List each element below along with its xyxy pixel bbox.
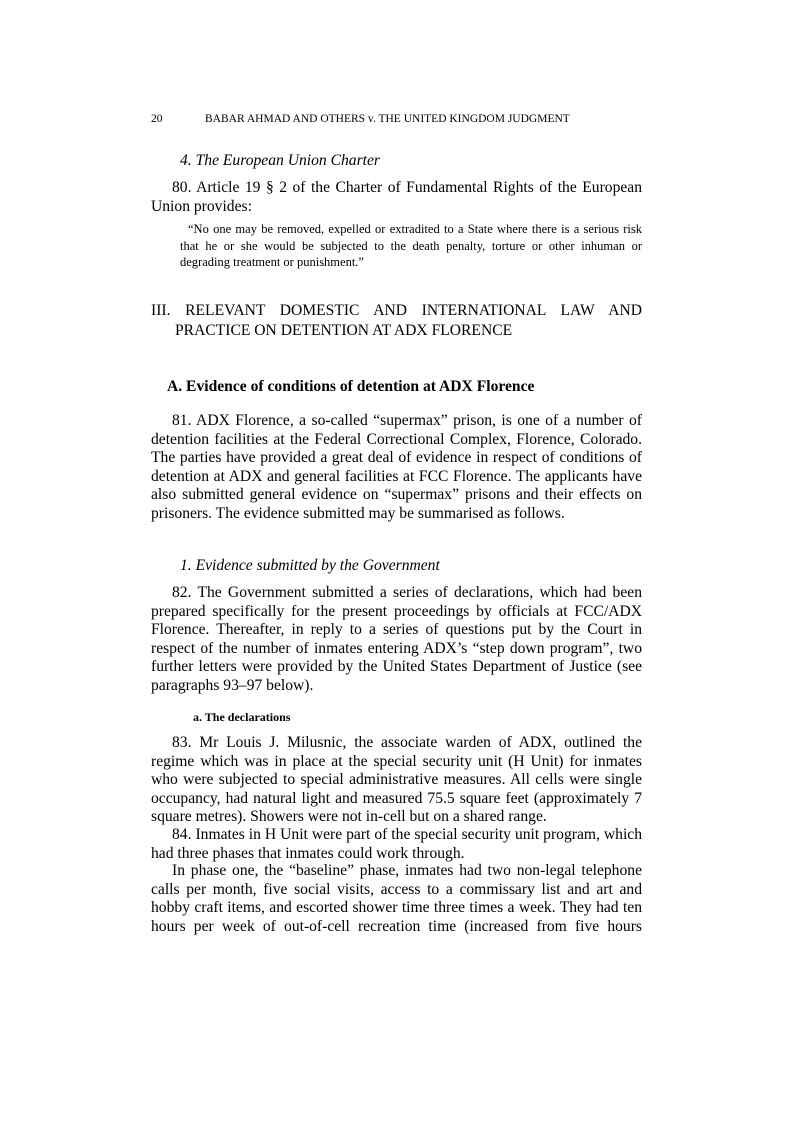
- charter-quote: “No one may be removed, expelled or extradited to a State where there is a serious risk that he or she would be subjected to the death penalty, torture or other inhuman or degrading treatment or punishment.”: [180, 222, 642, 269]
- paragraph-84: 84. Inmates in H Unit were part of the special security unit program, which had three phases that inmates could work through.: [151, 826, 642, 862]
- paragraph-82: 82. The Government submitted a series of declarations, which had been prepared specifically for the present proceedings by officials at FCC/ADX Florence. Thereafter, in reply to a series of questions put by the Court in respect of the number of inmates entering ADX’s “step down program”, two further letters were provided by the United States Department of Justice (see paragraphs 93–97 below).: [151, 584, 642, 694]
- part-3-heading-line2: PRACTICE ON DETENTION AT ADX FLORENCE: [175, 322, 513, 339]
- paragraph-83: 83. Mr Louis J. Milusnic, the associate warden of ADX, outlined the regime which was in place at the special security unit (H Unit) for inmates who were subjected to special administrative measures. All cells were single occupancy, had natural light and measured 75.5 square feet (approximately 7 square metres). Showers were not in-cell but on a shared range.: [151, 734, 642, 825]
- paragraph-81: 81. ADX Florence, a so-called “supermax” prison, is one of a number of detention facilities at the Federal Correctional Complex, Florence, Colorado. The parties have provided a great deal of evidence in respect of conditions of detention at ADX and general facilities at FCC Florence. The applicants have also submitted general evidence on “supermax” prisons and their effects on prisoners. The evidence submitted may be summarised as follows.: [151, 412, 642, 522]
- subsection-a-heading: a. The declarations: [193, 710, 291, 724]
- part-3-heading-line1: III. RELEVANT DOMESTIC AND INTERNATIONAL LAW AND: [151, 302, 642, 319]
- part-3-heading: [151, 301, 642, 341]
- section-4-heading: 4. The European Union Charter: [180, 152, 380, 169]
- paragraph-80: 80. Article 19 § 2 of the Charter of Fundamental Rights of the European Union provides:: [151, 179, 642, 215]
- running-title: BABAR AHMAD AND OTHERS v. THE UNITED KINGDOM JUDGMENT: [205, 113, 570, 125]
- paragraph-phase-one: In phase one, the “baseline” phase, inmates had two non-legal telephone calls per month, five social visits, access to a commissary list and art and hobby craft items, and escorted shower time three times a week. They had ten hours per week of out-of-cell recreation time (increased from five hours: [151, 862, 642, 935]
- subsection-1-heading: 1. Evidence submitted by the Government: [180, 557, 440, 574]
- section-a-heading: A. Evidence of conditions of detention at ADX Florence: [167, 378, 535, 395]
- page-number: 20: [151, 113, 163, 125]
